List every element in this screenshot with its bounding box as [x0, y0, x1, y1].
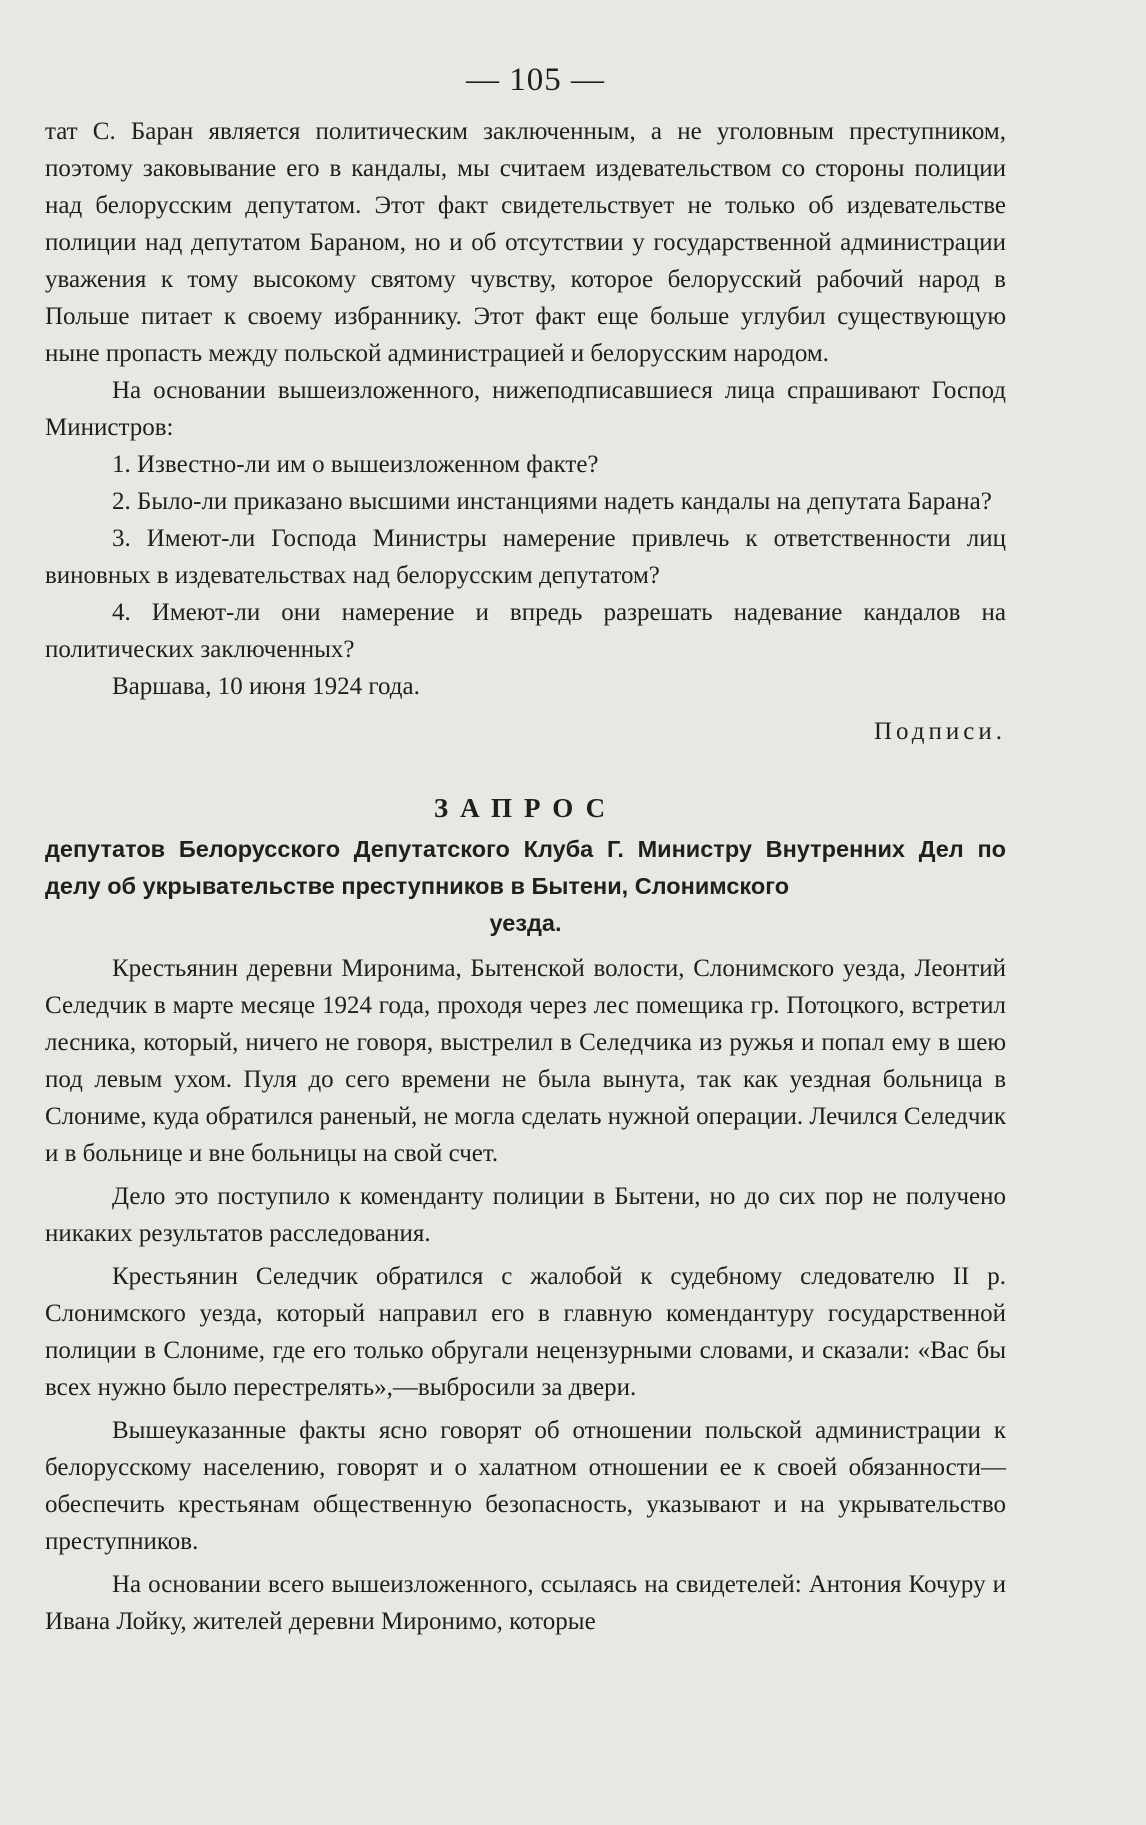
question-item-3: 3. Имеют-ли Господа Министры намерение привлечь к ответственности лиц виновных в издевательствах над белорусским депутатом?	[45, 525, 1006, 589]
page-number: — 105 —	[466, 62, 605, 98]
paragraph-police: Дело это поступило к коменданту полиции в Бытени, но до сих пор не получено никаких результатов расследования.	[45, 1183, 1006, 1247]
paragraph-facts: Вышеуказанные факты ясно говорят об отношении польской администрации к белорусскому населению, говорят и о халатном отношении ее к своей обязанности—обеспечить крестьянам общественную безопасность, указывают и на укрывательство преступников.	[45, 1417, 1006, 1555]
section-title: ЗАПРОС	[433, 793, 618, 823]
section-heading	[45, 831, 1006, 942]
date-line: Варшава, 10 июня 1924 года.	[112, 673, 420, 700]
paragraph-complaint: Крестьянин Селедчик обратился с жалобой к судебному следователю II р. Слонимского уезда, который направил его в главную комендантуру государственной полиции в Слониме, где его только обругали нецензурными словами, и сказали: «Вас бы всех нужно было перестрелять»,—выбросили за двери.	[45, 1263, 1006, 1401]
paragraph-witnesses: На основании всего вышеизложенного, ссылаясь на свидетелей: Антония Кочуру и Ивана Лойку, жителей деревни Миронимо, которые	[45, 1571, 1006, 1635]
document-body	[45, 113, 1006, 1640]
paragraph-continuation: тат С. Баран является политическим заключенным, а не уголовным преступником, поэтому заковывание его в кандалы, мы считаем издевательством со стороны полиции над белорусским депутатом. Этот факт свидетельствует не только об издевательстве полиции над депутатом Бараном, но и об отсутствии у государственной администрации уважения к тому высокому святому чувству, которое белорусский рабочий народ в Польше питает к своему избраннику. Этот факт еще больше углубил существующую ныне пропасть между польской администрацией и белорусским народом.	[45, 118, 1006, 367]
question-item-1: 1. Известно-ли им о вышеизложенном факте?	[112, 451, 599, 478]
section-heading-last: уезда.	[489, 910, 562, 936]
question-item-2: 2. Было-ли приказано высшими инстанциями надеть кандалы на депутата Барана?	[112, 488, 992, 515]
paragraph-incident: Крестьянин деревни Миронима, Бытенской волости, Слонимского уезда, Леонтий Селедчик в марте месяце 1924 года, проходя через лес помещика гр. Потоцкого, встретил лесника, который, ничего не говоря, выстрелил в Селедчика из ружья и попал ему в шею под левым ухом. Пуля до сего времени не была вынута, так как уездная больница в Слониме, куда обратился раненый, не могла сделать нужной операции. Лечился Селедчик и в больнице и вне больницы на свой счет.	[45, 955, 1006, 1167]
paragraph-basis: На основании вышеизложенного, нижеподписавшиеся лица спрашивают Господ Министров:	[45, 377, 1006, 441]
question-item-4: 4. Имеют-ли они намерение и впредь разрешать надевание кандалов на политических заключенных?	[45, 599, 1006, 663]
section-body	[45, 950, 1006, 1640]
signatures: Подписи.	[873, 718, 1006, 745]
section-heading-text: депутатов Белорусского Депутатского Клуба Г. Министру Внутренних Дел по делу об укрывательстве преступников в Бытени, Слонимского	[45, 836, 1006, 899]
